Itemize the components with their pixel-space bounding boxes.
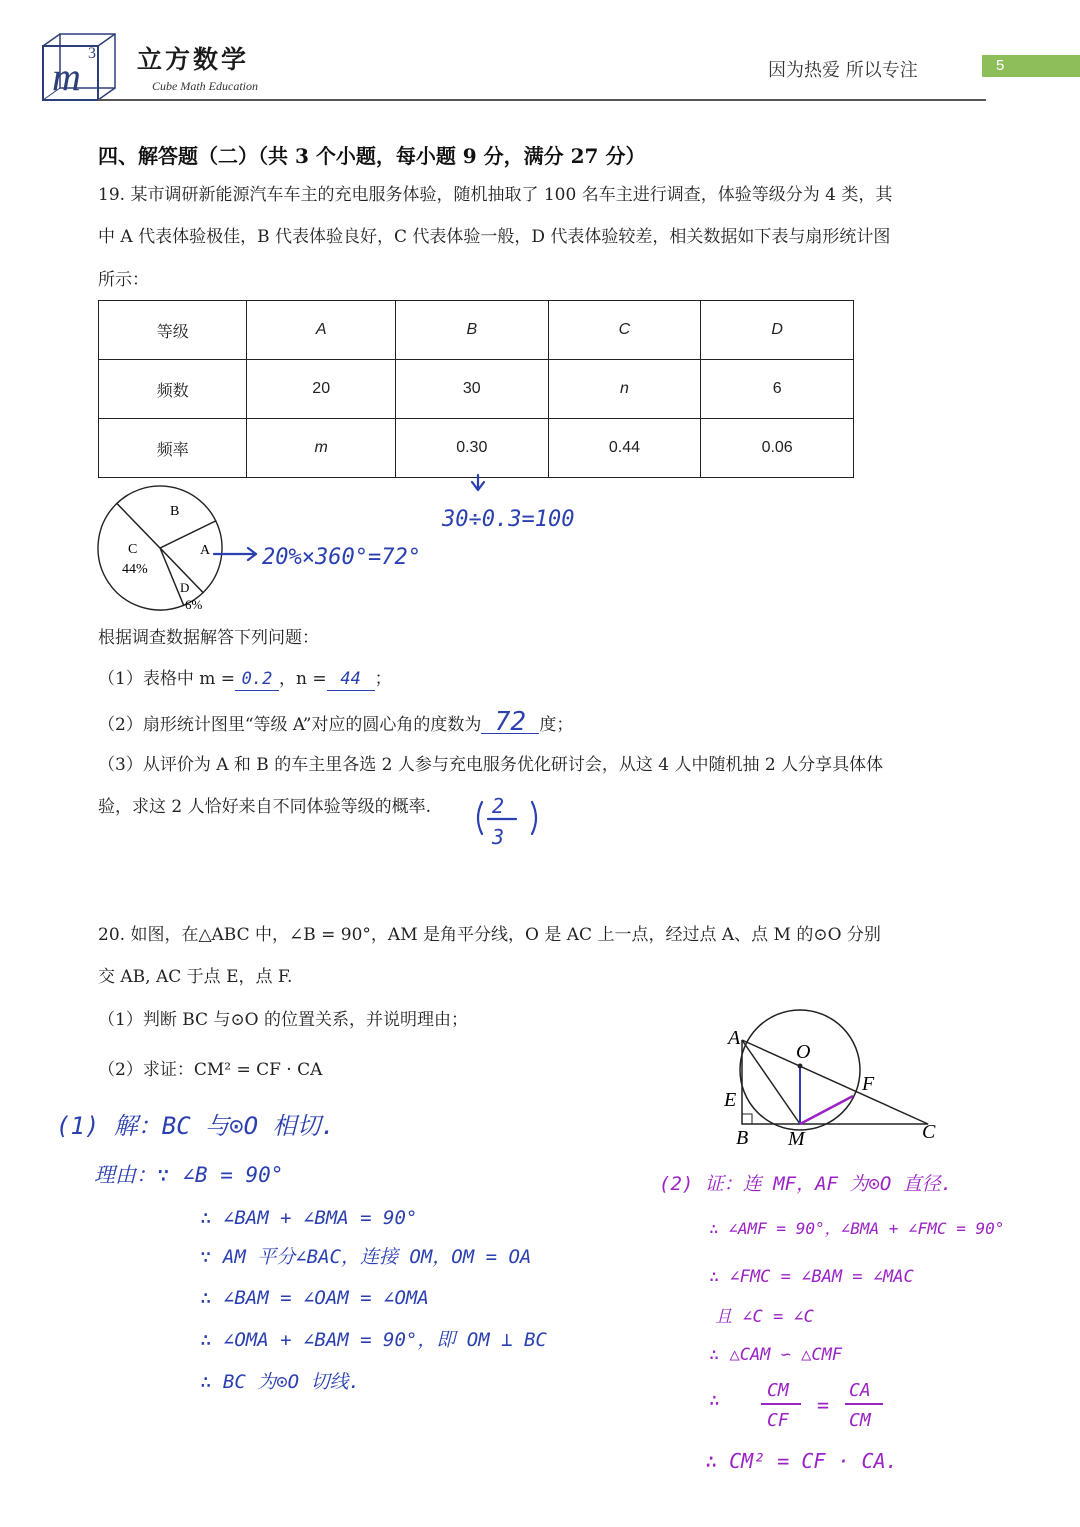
q20-text-line: 交 AB, AC 于点 E，点 F. bbox=[98, 967, 293, 987]
q20-part1: （1）判断 BC 与⊙O 的位置关系，并说明理由； bbox=[98, 1010, 469, 1030]
table-cell: C bbox=[548, 301, 701, 360]
hw-line: 且 ∠C = ∠C bbox=[715, 1307, 814, 1327]
table-cell: 20 bbox=[247, 360, 395, 419]
q19-part3-line1: （3）从评价为 A 和 B 的车主里各选 2 人参与充电服务优化研讨会，从这 4 人中随机抽 2 人分享具体体 bbox=[98, 755, 884, 775]
hw-angle-answer: 72 bbox=[481, 711, 539, 734]
hw-line: 理由：∵ ∠B = 90° bbox=[94, 1163, 284, 1187]
handwriting-q20-part2 bbox=[655, 1162, 1075, 1492]
hw-line: ∴ ∠FMC = ∠BAM = ∠MAC bbox=[709, 1267, 914, 1287]
hw-line: ∴ ∠OMA + ∠BAM = 90°，即 OM ⊥ BC bbox=[200, 1329, 547, 1351]
frequency-table bbox=[98, 300, 854, 478]
pie-label-d-pct: 6% bbox=[185, 597, 203, 612]
section-title: 四、解答题（二）（共 3 个小题，每小题 9 分，满分 27 分） bbox=[98, 144, 646, 168]
figure-label-c: C bbox=[922, 1121, 936, 1143]
figure-label-b: B bbox=[736, 1127, 749, 1149]
table-row bbox=[99, 360, 854, 419]
table-header-row bbox=[99, 301, 854, 360]
hw-angle-calc: 20%×360°=72° bbox=[262, 545, 421, 570]
hw-total-calc: 30÷0.3=100 bbox=[442, 507, 575, 532]
page-header bbox=[0, 0, 1080, 110]
svg-text:m: m bbox=[52, 54, 81, 99]
table-cell: 频数 bbox=[99, 360, 247, 419]
hw-ratio-right-num: CA bbox=[849, 1380, 871, 1401]
triangle-abc bbox=[742, 1040, 928, 1124]
q19-text-line: 所示： bbox=[98, 270, 149, 290]
q19-text-line: 中 A 代表体验极佳，B 代表体验良好，C 代表体验一般，D 代表体验较差，相关数据如下表与扇形统计图 bbox=[98, 227, 891, 247]
svg-text:3: 3 bbox=[88, 45, 96, 62]
table-cell: 6 bbox=[701, 360, 854, 419]
table-row bbox=[99, 419, 854, 478]
hw-line: ∴ ∠AMF = 90°，∠BMA + ∠FMC = 90° bbox=[709, 1219, 1005, 1238]
hw-line: ∴ BC 为⊙O 切线. bbox=[200, 1371, 360, 1393]
q19-part3-line2: 验，求这 2 人恰好来自不同体验等级的概率. bbox=[98, 797, 432, 817]
table-cell: m bbox=[247, 419, 395, 478]
table-cell: 等级 bbox=[99, 301, 247, 360]
hw-line: ∵ AM 平分∠BAC，连接 OM，OM = OA bbox=[200, 1246, 532, 1268]
table-cell: 30 bbox=[395, 360, 548, 419]
figure-label-m: M bbox=[788, 1128, 805, 1150]
pie-label-c: C bbox=[128, 542, 138, 557]
hw-therefore: ∴ bbox=[709, 1390, 720, 1411]
q19-intro: 根据调查数据解答下列问题： bbox=[98, 628, 319, 648]
hw-probability-answer bbox=[470, 786, 550, 852]
hw-m-answer: 0.2 bbox=[235, 668, 279, 691]
handwriting-q19-calc bbox=[210, 470, 590, 580]
q19-text-line: 19. 某市调研新能源汽车车主的充电服务体验，随机抽取了 100 名车主进行调查，体验等级分为 4 类，其 bbox=[98, 185, 893, 205]
hw-line: (1) 解：BC 与⊙O 相切. bbox=[56, 1112, 335, 1140]
q19-part1-end: ； bbox=[374, 669, 392, 689]
handwriting-q20-part1 bbox=[50, 1096, 630, 1416]
table-cell: A bbox=[247, 301, 395, 360]
header-divider bbox=[98, 99, 986, 101]
logo-subtitle: Cube Math Education bbox=[152, 79, 258, 93]
table-cell: B bbox=[395, 301, 548, 360]
hw-line: (2) 证：连 MF，AF 为⊙O 直径. bbox=[659, 1173, 953, 1195]
figure-label-f: F bbox=[862, 1073, 875, 1095]
q19-part1-mid: ，n = bbox=[279, 669, 327, 689]
table-cell: 频率 bbox=[99, 419, 247, 478]
figure-label-e: E bbox=[724, 1089, 737, 1111]
hw-equals: = bbox=[817, 1393, 830, 1417]
table-cell: 0.06 bbox=[701, 419, 854, 478]
cube-logo-icon bbox=[38, 30, 120, 105]
hw-ratio-right-den: CM bbox=[849, 1410, 871, 1431]
pie-label-c-pct: 44% bbox=[122, 562, 148, 577]
hw-ratio-left-den: CF bbox=[767, 1410, 789, 1431]
q19-part1 bbox=[98, 668, 392, 691]
q19-part1-prefix: （1）表格中 m = bbox=[98, 669, 235, 689]
right-arrow-icon bbox=[214, 548, 256, 560]
pie-label-d: D bbox=[180, 580, 190, 595]
figure-label-o: O bbox=[796, 1041, 811, 1063]
hw-line: ∴ ∠BAM + ∠BMA = 90° bbox=[200, 1207, 418, 1229]
table-cell: D bbox=[701, 301, 854, 360]
hw-final: ∴ CM² = CF · CA. bbox=[705, 1449, 898, 1473]
figure-label-a: A bbox=[728, 1027, 741, 1049]
page-number: 5 bbox=[982, 55, 1080, 77]
hw-line: ∴ △CAM ∽ △CMF bbox=[709, 1345, 843, 1365]
hw-prob-numerator: 2 bbox=[492, 794, 505, 818]
table-cell: 0.44 bbox=[548, 419, 701, 478]
q19-part2-end: 度； bbox=[539, 715, 574, 735]
hw-ratio-left-num: CM bbox=[767, 1380, 789, 1401]
q19-part2 bbox=[98, 707, 574, 737]
q19-part2-prefix: （2）扇形统计图里“等级 A”对应的圆心角的度数为 bbox=[98, 715, 482, 735]
hw-n-answer: 44 bbox=[327, 668, 375, 691]
hw-prob-denominator: 3 bbox=[492, 825, 505, 849]
logo-title: 立方数学 bbox=[137, 45, 250, 74]
table-cell: n bbox=[548, 360, 701, 419]
pie-label-a: A bbox=[200, 543, 211, 558]
pie-label-b: B bbox=[170, 504, 180, 519]
hw-line: ∴ ∠BAM = ∠OAM = ∠OMA bbox=[200, 1287, 429, 1309]
geometry-figure bbox=[718, 1000, 950, 1152]
down-arrow-icon bbox=[472, 475, 484, 490]
header-slogan: 因为热爱 所以专注 bbox=[768, 60, 918, 81]
q20-text-line: 20. 如图，在△ABC 中，∠B = 90°，AM 是角平分线，O 是 AC 上一点，经过点 A、点 M 的⊙O 分别 bbox=[98, 925, 881, 945]
table-cell: 0.30 bbox=[395, 419, 548, 478]
q20-part2: （2）求证：CM² = CF · CA bbox=[98, 1060, 323, 1080]
